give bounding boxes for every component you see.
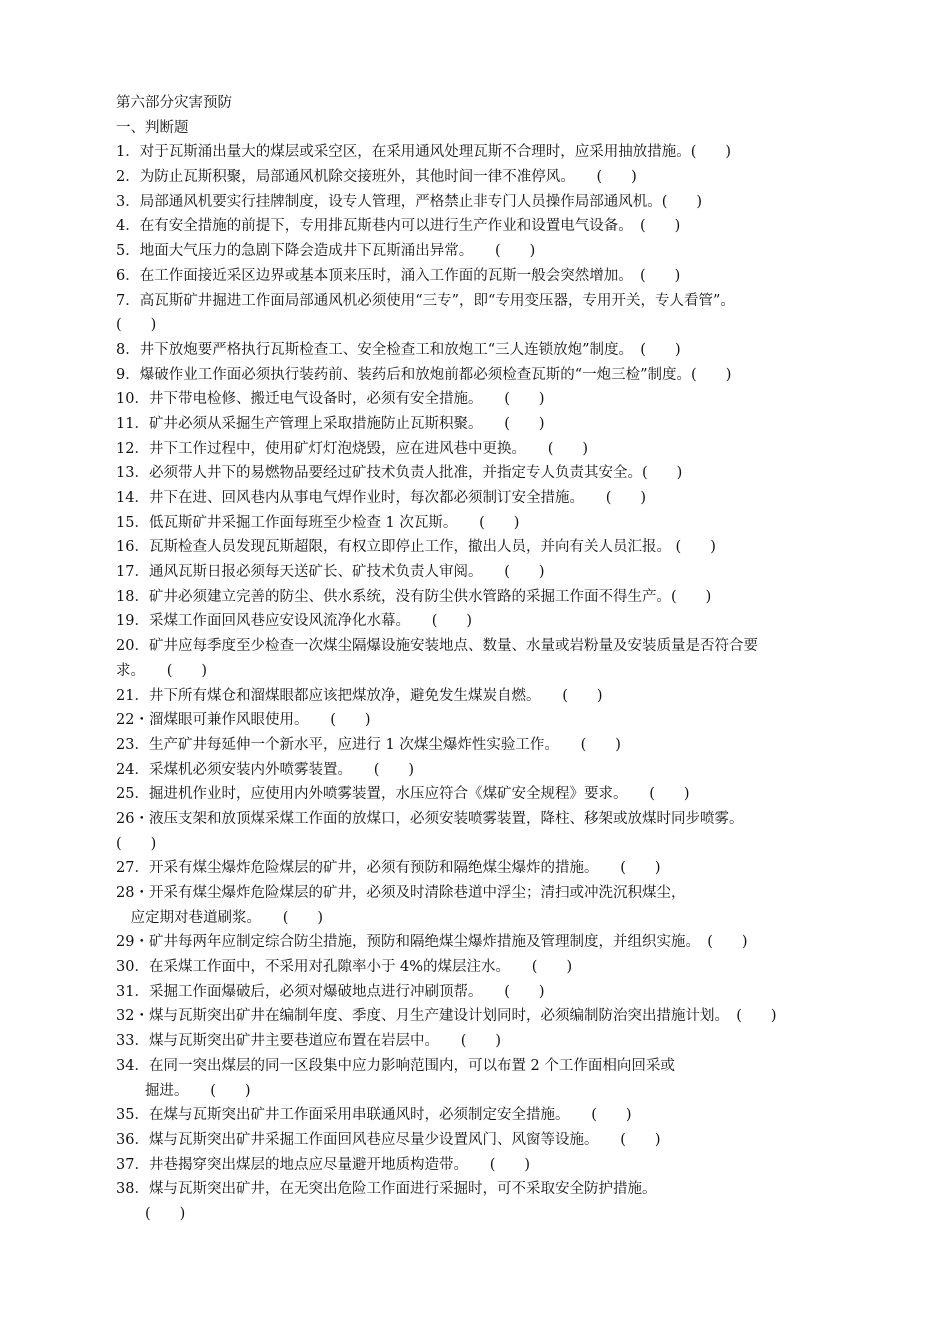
document-page bbox=[116, 91, 876, 1227]
question-line: ( ) bbox=[116, 835, 157, 852]
question-line: 7．高瓦斯矿井掘进工作面局部通风机必须使用“三专”，即“专用变压器，专用开关，专人看管”。 bbox=[116, 292, 735, 309]
question-line: 22・溜煤眼可兼作风眼使用。 ( ) bbox=[116, 712, 371, 729]
question-line: 14．井下在进、回风巷内从事电气焊作业时，每次都必须制订安全措施。 ( ) bbox=[116, 490, 647, 506]
question-line: 32・煤与瓦斯突出矿井在编制年度、季度、月生产建设计划同时，必须编制防治突出措施计划。 ( ) bbox=[116, 1008, 777, 1025]
question-line: 30．在采煤工作面中，不采用对孔隙率小于 4%的煤层注水。 ( ) bbox=[116, 959, 573, 976]
question-line: 26・液压支架和放顶煤采煤工作面的放煤口，必须安装喷雾装置，降柱、移架或放煤时同步喷雾。 bbox=[116, 810, 744, 827]
question-line: 19．采煤工作面回风巷应安设风流净化水幕。 ( ) bbox=[116, 613, 473, 630]
question-line: 13．必须带人井下的易燃物品要经过矿技术负责人批准，并指定专人负责其安全。( ) bbox=[116, 465, 683, 482]
question-line: 6．在工作面接近采区边界或基本顶来压时，涌入工作面的瓦斯一般会突然增加。 ( ) bbox=[116, 267, 681, 284]
question-line: 4．在有安全措施的前提下，专用排瓦斯巷内可以进行生产作业和设置电气设备。 ( ) bbox=[116, 218, 681, 235]
question-line: 求。 ( ) bbox=[116, 662, 208, 679]
question-line: 12．井下工作过程中，使用矿灯灯泡烧毁，应在进风巷中更换。 ( ) bbox=[116, 440, 589, 457]
question-line: 10．井下带电检修、搬迁电气设备时，必须有安全措施。 ( ) bbox=[116, 391, 545, 408]
question-line: 34．在同一突出煤层的同一区段集中应力影响范围内，可以布置 2 个工作面相向回采或 bbox=[116, 1057, 675, 1074]
question-line: 29・矿井每两年应制定综合防尘措施，预防和隔绝煤尘爆炸措施及管理制度，并组织实施。 ( ) bbox=[116, 934, 748, 951]
question-line: 应定期对巷道刷浆。 ( ) bbox=[116, 909, 324, 926]
question-line: 28・开采有煤尘爆炸危险煤层的矿井，必须及时清除巷道中浮尘；清扫或冲洗沉积煤尘， bbox=[116, 885, 686, 901]
question-line: 3．局部通风机要实行挂牌制度，设专人管理，严格禁止非专门人员操作局部通风机。( ) bbox=[116, 193, 703, 210]
question-line: 8．井下放炮要严格执行瓦斯检查工、安全检查工和放炮工“三人连锁放炮”制度。 ( ) bbox=[116, 341, 681, 358]
section-heading: 一、判断题 bbox=[116, 119, 189, 136]
question-line: 18．矿井必须建立完善的防尘、供水系统，没有防尘供水管路的采掘工作面不得生产。( ) bbox=[116, 588, 712, 605]
question-line: 21．井下所有煤仓和溜煤眼都应该把煤放净，避免发生煤炭自燃。 ( ) bbox=[116, 687, 603, 704]
question-line: 11．矿井必须从采掘生产管理上采取措施防止瓦斯积聚。 ( ) bbox=[116, 415, 545, 432]
question-line: 31．采掘工作面爆破后，必须对爆破地点进行冲刷顶帮。 ( ) bbox=[116, 983, 545, 1000]
question-line: 37．井巷揭穿突出煤层的地点应尽量避开地质构造带。 ( ) bbox=[116, 1156, 531, 1173]
question-line: 33．煤与瓦斯突出矿井主要巷道应布置在岩层中。 ( ) bbox=[116, 1033, 502, 1050]
question-line: 15．低瓦斯矿井采掘工作面每班至少检查 1 次瓦斯。 ( ) bbox=[116, 514, 520, 531]
question-line: 9．爆破作业工作面必须执行装药前、装药后和放炮前都必须检查瓦斯的“一炮三检”制度。( ) bbox=[116, 366, 732, 383]
question-line: 35．在煤与瓦斯突出矿井工作面采用串联通风时，必须制定安全措施。 ( ) bbox=[116, 1107, 632, 1124]
question-line: 20．矿井应每季度至少检查一次煤尘隔爆设施安装地点、数量、水量或岩粉量及安装质量是否符合要 bbox=[116, 638, 758, 655]
question-line: 16．瓦斯检查人员发现瓦斯超限，有权立即停止工作，撤出人员，并向有关人员汇报。 ( ) bbox=[116, 539, 716, 556]
question-line: ( ) bbox=[116, 317, 157, 334]
question-line: 2．为防止瓦斯积聚，局部通风机除交接班外，其他时间一律不准停风。 ( ) bbox=[116, 169, 637, 186]
question-list bbox=[116, 140, 876, 1226]
question-line: 25．掘进机作业时，应使用内外喷雾装置，水压应符合《煤矿安全规程》要求。 ( ) bbox=[116, 786, 690, 803]
question-line: 23．生产矿井每延伸一个新水平，应进行 1 次煤尘爆炸性实验工作。 ( ) bbox=[116, 736, 621, 753]
question-line: 38．煤与瓦斯突出矿井，在无突出危险工作面进行采掘时，可不采取安全防护措施。 bbox=[116, 1181, 657, 1198]
question-line: 27．开采有煤尘爆炸危险煤层的矿井，必须有预防和隔绝煤尘爆炸的措施。 ( ) bbox=[116, 860, 661, 877]
question-line: 24．采煤机必须安装内外喷雾装置。 ( ) bbox=[116, 761, 415, 778]
question-line: 1．对于瓦斯涌出量大的煤层或采空区，在采用通风处理瓦斯不合理时，应采用抽放措施。( ) bbox=[116, 144, 732, 161]
question-line: 17．通风瓦斯日报必须每天送矿长、矿技术负责人审阅。 ( ) bbox=[116, 564, 545, 581]
question-line: 36．煤与瓦斯突出矿井采掘工作面回风巷应尽量少设置风门、风窗等设施。 ( ) bbox=[116, 1131, 661, 1148]
question-line: ( ) bbox=[116, 1205, 186, 1222]
doc-title: 第六部分灾害预防 bbox=[116, 95, 232, 111]
question-line: 5．地面大气压力的急剧下降会造成井下瓦斯涌出异常。 ( ) bbox=[116, 243, 536, 260]
question-line: 掘进。 ( ) bbox=[116, 1082, 251, 1099]
